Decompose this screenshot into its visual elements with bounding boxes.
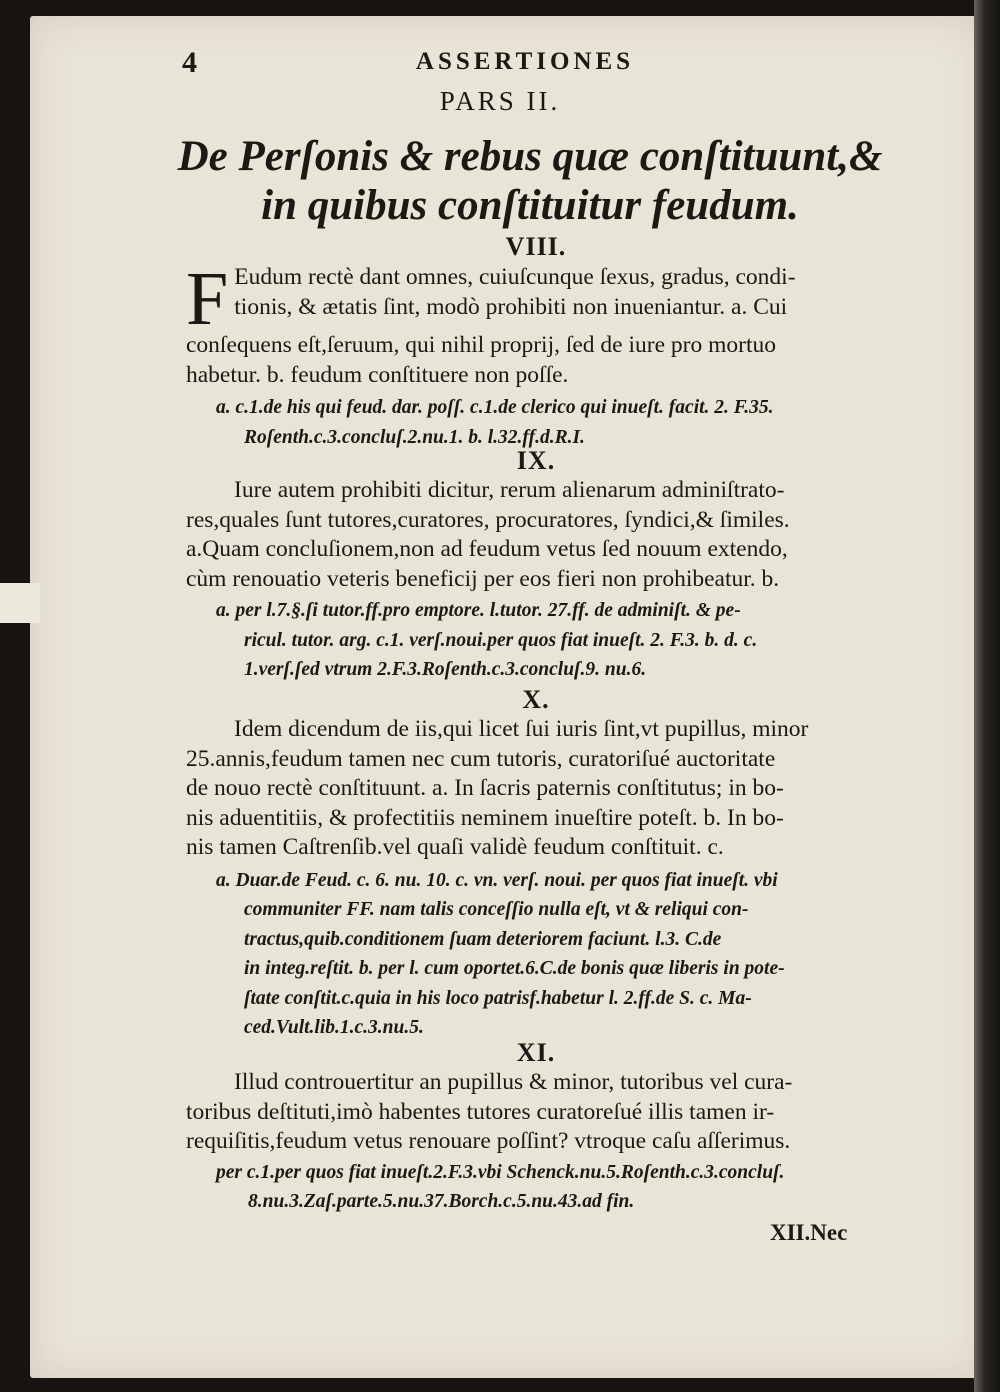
section-title-line: De Perſonis & rebus quæ conſtituunt,& [177, 133, 883, 180]
assertion-numeral: XI. [516, 1038, 556, 1067]
text-line: Illud controuertitur an pupillus & minor, tutoribus vel cura- [234, 1069, 793, 1095]
catchword: XII.Nec [770, 1220, 848, 1245]
running-header [0, 46, 1000, 86]
text-line: de nouo rectè conſtituunt. a. In ſacris paternis conſtitutus; in bo- [186, 775, 784, 802]
text-line: nis tamen Caſtrenſib.vel quaſi validè feudum conſtituit. c. [186, 834, 724, 861]
text-line: requiſitis,feudum vetus renouare poſſint? vtroque caſu aſſerimus. [186, 1128, 791, 1155]
text-line: toribus deſtituti,imò habentes tutores curatoreſué illis tamen ir- [186, 1098, 775, 1125]
page-number: 4 [182, 46, 197, 79]
note-line: communiter FF. nam talis conceſſio nulla eſt, vt & reliqui con- [244, 899, 749, 921]
assertion-numeral: X. [522, 685, 550, 714]
assertion-text [186, 1068, 886, 1157]
note-line: in integ.reſtit. b. per l. cum oportet.6.C.de bonis quæ liberis in pote- [244, 958, 785, 980]
assertion-ix [186, 446, 886, 685]
note-line: 8.nu.3.Zaſ.parte.5.nu.37.Borch.c.5.nu.43.ad fin. [248, 1191, 635, 1213]
assertion-text [186, 257, 886, 390]
note-line: tractus,quib.conditionem ſuam deteriorem faciunt. l.3. C.de [244, 928, 722, 950]
note-line: Roſenth.c.3.concluſ.2.nu.1. b. l.32.ff.d.R.I. [244, 426, 585, 448]
assertion-xi [186, 1038, 886, 1217]
footnote [216, 866, 886, 1043]
text-line: conſequens eſt,ſeruum, qui nihil proprij, ſed de iure pro mortuo [186, 332, 776, 358]
text-line: nis aduentitiis, & profectitiis neminem inueſtire poteſt. b. In bo- [186, 804, 784, 831]
text-line: habetur. b. feudum conſtituere non poſſe. [186, 361, 569, 388]
text-line: a.Quam concluſionem,non ad feudum vetus ſed nouum extendo, [186, 536, 788, 563]
note-line: a. per l.7.§.ſi tutor.ff.pro emptore. l.tutor. 27.ff. de adminiſt. & pe- [216, 600, 741, 622]
text-line: 25.annis,feudum tamen nec cum tutoris, curatoriſué auctoritate [186, 745, 776, 772]
running-title: ASSERTIONES [415, 48, 635, 75]
assertion-text [186, 476, 886, 594]
page-edge-shadow [974, 0, 1000, 1392]
section-title-line: in quibus conſtituitur feudum. [261, 182, 799, 229]
note-line: ricul. tutor. arg. c.1. verſ.noui.per quos fiat inueſt. 2. F.3. b. d. c. [244, 629, 758, 651]
section-title [140, 132, 920, 230]
assertion-numeral: IX. [516, 446, 556, 475]
note-line: ſtate conſtit.c.quia in his loco patrisf.habetur l. 2.ff.de S. c. Ma- [244, 987, 752, 1009]
text-line: res,quales ſunt tutores,curatores, procuratores, ſyndici,& ſimiles. [186, 506, 790, 533]
assertion-numeral: VIII. [505, 232, 567, 261]
note-line: a. c.1.de his qui feud. dar. poſſ. c.1.de clerico qui inueſt. facit. 2. F.35. [216, 397, 774, 419]
note-line: 1.verſ.ſed vtrum 2.F.3.Roſenth.c.3.concluſ.9. nu.6. [244, 659, 647, 681]
assertion-text [186, 715, 886, 863]
part-heading: PARS II. [439, 86, 561, 116]
footnote [216, 393, 886, 452]
footnote [216, 1158, 886, 1217]
note-line: per c.1.per quos fiat inueſt.2.F.3.vbi Schenck.nu.5.Roſenth.c.3.concluſ. [216, 1161, 785, 1183]
assertion-x [186, 685, 886, 1043]
drop-cap: F [186, 257, 229, 341]
note-line: a. Duar.de Feud. c. 6. nu. 10. c. vn. verſ. noui. per quos fiat inueſt. vbi [216, 869, 778, 891]
assertion-viii [186, 232, 886, 452]
text-line: tionis, & ætatis ſint, modò prohibiti non inueniantur. a. Cui [234, 293, 788, 320]
bookmark-strip [0, 583, 40, 623]
text-line: cùm renouatio veteris beneficij per eos fieri non prohibeatur. b. [186, 565, 780, 592]
note-line: ced.Vult.lib.1.c.3.nu.5. [244, 1017, 424, 1039]
footnote [216, 596, 886, 685]
text-line: Eudum rectè dant omnes, cuiuſcunque ſexus, gradus, condi- [234, 264, 796, 290]
text-line: Idem dicendum de iis,qui licet ſui iuris ſint,vt pupillus, minor [234, 716, 809, 742]
text-line: Iure autem prohibiti dicitur, rerum alienarum adminiſtrato- [234, 477, 785, 503]
